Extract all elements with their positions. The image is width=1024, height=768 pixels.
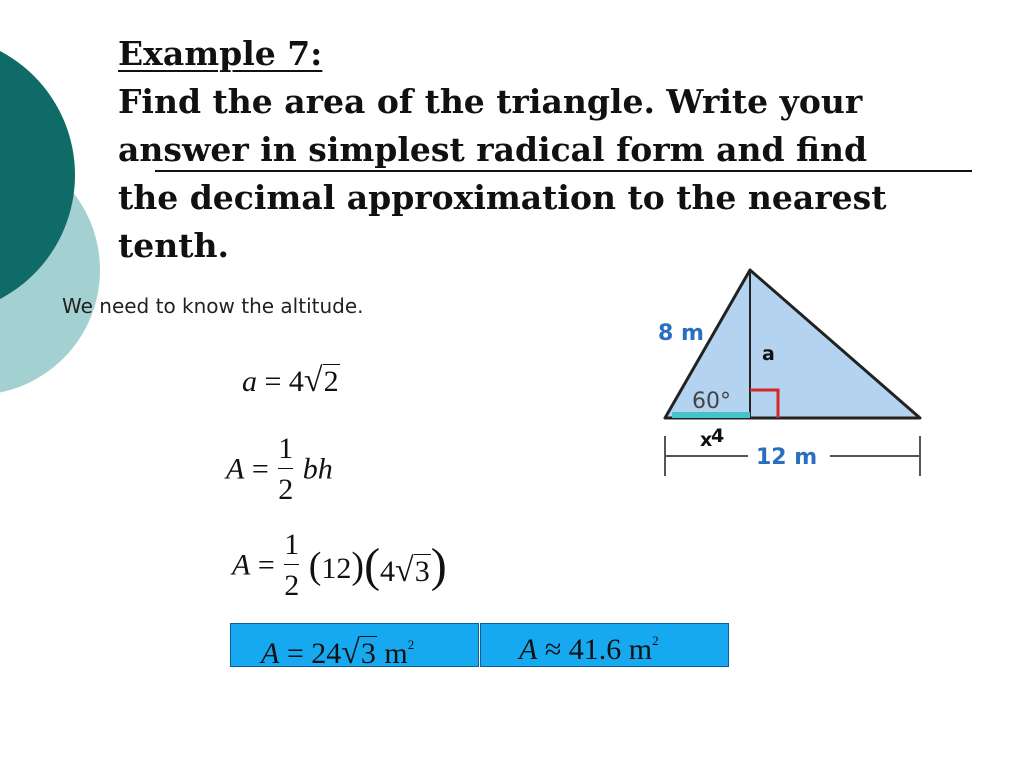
eq-formula-equals: = — [251, 452, 269, 486]
base-label: 12 m — [756, 445, 818, 470]
title-line-2: answer in simplest radical form and find — [118, 130, 868, 169]
triangle-diagram — [650, 260, 940, 485]
side-label: 8 m — [658, 321, 704, 346]
exact-coef: 24 — [311, 637, 342, 670]
fraction-denominator: 2 — [278, 468, 293, 505]
exact-radicand: 3 — [360, 637, 376, 670]
decimal-value: 41.6 — [568, 633, 622, 666]
eq-altitude-lhs: a — [242, 365, 257, 398]
segment-label-x: x — [700, 429, 713, 451]
sqrt-symbol: √2 — [303, 362, 339, 399]
decimal-answer-box — [480, 623, 729, 667]
fraction-one-half — [278, 434, 293, 505]
example-title-block — [118, 30, 998, 270]
altitude-note: We need to know the altitude. — [62, 294, 364, 318]
eq-altitude-radicand: 2 — [323, 365, 339, 398]
decimal-exponent: 2 — [652, 633, 659, 648]
decimal-lhs: A — [519, 633, 538, 666]
eq-formula-rhs: bh — [302, 452, 333, 486]
exact-answer-box — [230, 623, 479, 671]
eq-formula-lhs: A — [226, 452, 245, 486]
example-heading: Example 7: — [118, 34, 323, 73]
angle-label: 60° — [692, 389, 731, 414]
exact-lhs: A — [261, 637, 280, 670]
fraction-denominator: 2 — [284, 564, 299, 601]
decorative-circles — [0, 0, 120, 420]
eq-altitude-equals: = — [264, 365, 282, 398]
fraction-numerator: 1 — [278, 432, 294, 465]
altitude-label: a — [762, 343, 775, 365]
exact-answer — [261, 624, 414, 675]
sqrt-symbol: √3 — [395, 552, 430, 589]
eq-sub-radicand: 3 — [414, 555, 430, 588]
eq-sub-coef: 4 — [380, 555, 396, 588]
exact-equals: = — [286, 637, 304, 670]
base-group: (12) — [308, 544, 365, 587]
area-formula-equation — [226, 434, 333, 505]
approx-symbol: ≈ — [544, 633, 562, 666]
title-line-3: the decimal approximation to the nearest — [118, 178, 887, 217]
segment-label-4: 4 — [711, 425, 725, 447]
title-underline — [155, 170, 972, 172]
eq-sub-lhs: A — [232, 548, 251, 582]
eq-sub-equals: = — [257, 548, 275, 582]
title-line-4: tenth. — [118, 226, 229, 265]
fraction-numerator: 1 — [284, 528, 300, 561]
area-substitution-equation — [232, 530, 447, 601]
decimal-unit: m — [628, 633, 653, 666]
exact-exponent: 2 — [407, 637, 415, 652]
eq-sub-base: 12 — [321, 551, 352, 585]
sqrt-symbol: √3 — [341, 634, 376, 671]
title-line-1: Find the area of the triangle. Write your — [118, 82, 863, 121]
eq-altitude-coef: 4 — [288, 365, 304, 398]
altitude-equation — [242, 362, 340, 400]
exact-unit: m — [384, 637, 408, 670]
decimal-answer — [519, 620, 659, 671]
fraction-one-half — [284, 530, 299, 601]
height-group: (4√3) — [364, 539, 447, 592]
